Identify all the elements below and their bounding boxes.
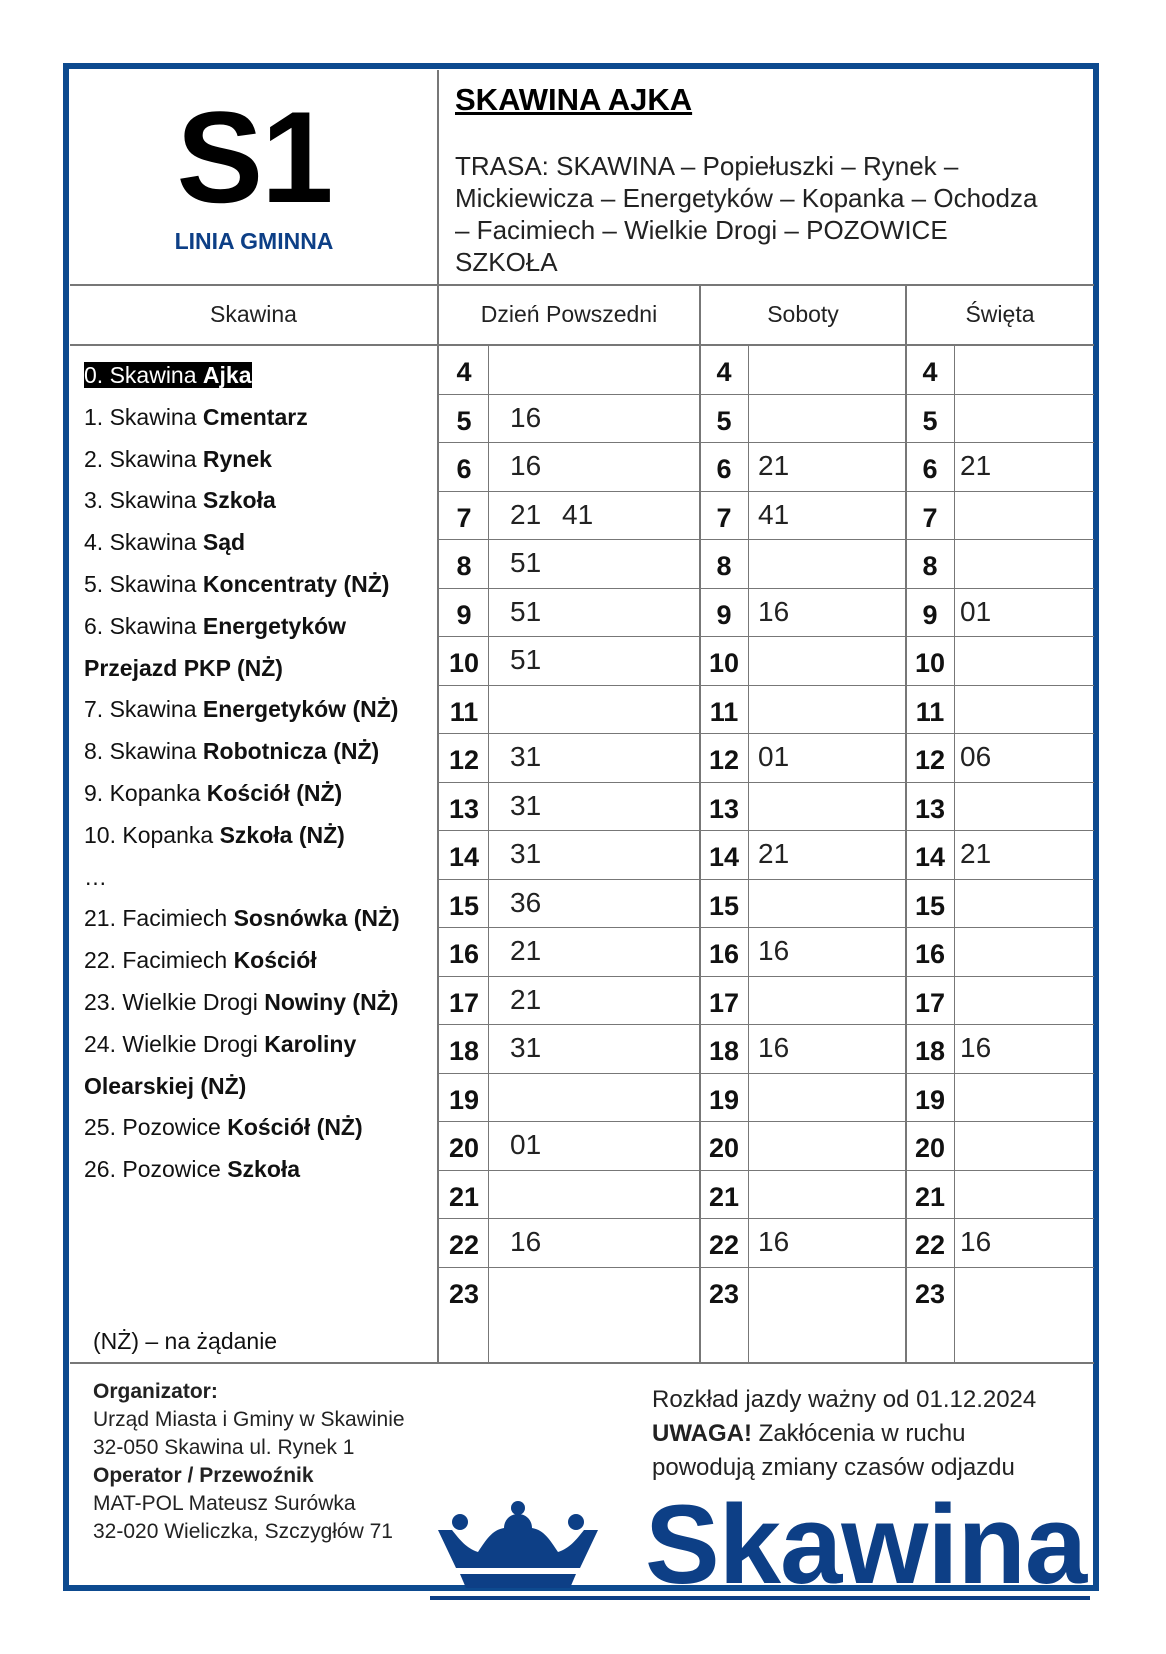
hour-cell: 13 [448, 793, 480, 824]
stop-list [84, 355, 434, 1191]
hour-cell: 12 [448, 745, 480, 775]
minute-cell: 16 [758, 1226, 790, 1257]
divider [954, 344, 955, 1362]
minute-cell: 16 [758, 595, 790, 627]
hour-cell: 17 [448, 987, 480, 1018]
hour-cell: 9 [716, 599, 732, 630]
minute-cell: 31 [510, 1032, 542, 1063]
hour-cell: 4 [716, 357, 732, 387]
divider [438, 733, 1094, 734]
stop-item: 0. Skawina Ajka [84, 362, 252, 388]
stop-item: … [84, 863, 107, 890]
hour-cell: 16 [914, 939, 946, 969]
minute-cell: 21 [758, 838, 790, 869]
minute-cell: 31 [510, 741, 542, 772]
stop-item: 26. Pozowice Szkoła [84, 1156, 301, 1183]
skawina-logo-text: Skawina [645, 1482, 1087, 1607]
organizer-line: 32-050 Skawina ul. Rynek 1 [93, 1436, 355, 1459]
hour-cell: 10 [708, 648, 740, 678]
hour-cell: 11 [449, 696, 479, 727]
divider [438, 782, 1094, 783]
hour-cell: 8 [456, 551, 472, 581]
hour-cell: 23 [708, 1278, 740, 1309]
hour-cell: 21 [914, 1181, 946, 1212]
stop-item: 4. Skawina Sąd [84, 529, 246, 556]
hour-cell: 12 [708, 745, 740, 775]
hour-cell: 5 [456, 405, 472, 436]
divider [438, 588, 1094, 589]
hour-cell: 14 [448, 842, 480, 872]
hour-cell: 4 [456, 357, 472, 387]
hour-cell: 20 [448, 1133, 480, 1163]
warning-text: Zakłócenia w ruchu [751, 1420, 966, 1447]
hour-cell: 23 [448, 1278, 480, 1309]
hour-cell: 19 [448, 1084, 480, 1115]
stop-item: 24. Wielkie Drogi Karoliny [84, 1030, 357, 1057]
divider [438, 1267, 1094, 1268]
divider [438, 539, 1094, 540]
stop-item: 5. Skawina Koncentraty (NŻ) [84, 570, 390, 597]
hour-cell: 20 [914, 1133, 946, 1163]
minute-cell: 41 [758, 498, 790, 530]
hour-cell: 16 [708, 939, 740, 969]
stop-item: 22. Facimiech Kościół [84, 947, 317, 974]
divider [437, 70, 439, 1362]
hour-cell: 15 [914, 890, 946, 921]
hour-cell: 18 [914, 1036, 946, 1066]
hour-cell: 17 [708, 987, 740, 1018]
hour-cell: 10 [448, 648, 480, 678]
line-header [70, 70, 438, 284]
minute-cell: 51 [510, 547, 542, 578]
minute-cell: 31 [510, 838, 542, 869]
hour-cell: 9 [456, 599, 472, 630]
minute-cell: 51 [510, 644, 542, 675]
hour-cell: 22 [448, 1230, 480, 1260]
hour-cell: 10 [914, 648, 946, 678]
column-header-holiday: Święta [965, 301, 1035, 327]
minute-cell: 16 [960, 1032, 992, 1063]
minute-cell: 16 [758, 1032, 790, 1063]
minute-cell: 51 [510, 595, 542, 627]
minute-cell: 21 [510, 983, 542, 1015]
stop-item: 1. Skawina Cmentarz [84, 403, 308, 430]
column-header-stops: Skawina [210, 301, 297, 327]
hour-cell: 19 [708, 1084, 740, 1115]
minute-cell: 06 [960, 741, 992, 772]
minute-cell: 16 [510, 1226, 542, 1257]
hour-cell: 7 [716, 502, 732, 533]
minute-cell: 21 [960, 838, 992, 869]
hour-cell: 7 [456, 502, 472, 533]
hour-cell: 14 [708, 842, 740, 872]
stop-item: 3. Skawina Szkoła [84, 487, 276, 514]
stop-item: 10. Kopanka Szkoła (NŻ) [84, 821, 345, 848]
footer-contacts [93, 1378, 405, 1546]
hour-cell: 22 [708, 1230, 740, 1260]
hour-cell: 8 [922, 551, 938, 581]
minute-cell: 16 [510, 450, 542, 481]
stop-item: 2. Skawina Rynek [84, 445, 272, 472]
operator-line: MAT-POL Mateusz Surówka [93, 1492, 356, 1515]
minute-cell: 16 [960, 1226, 992, 1257]
hour-cell: 18 [708, 1036, 740, 1066]
minute-cell: 41 [562, 498, 594, 530]
hour-cell: 12 [914, 745, 946, 775]
divider [438, 1073, 1094, 1074]
column-header-saturday: Soboty [767, 301, 839, 327]
hour-cell: 5 [922, 405, 938, 436]
organizer-line: Urząd Miasta i Gminy w Skawinie [93, 1408, 405, 1431]
hour-cell: 4 [922, 357, 938, 387]
divider [438, 830, 1094, 831]
minute-cell: 36 [510, 886, 542, 918]
stop-item: 23. Wielkie Drogi Nowiny (NŻ) [84, 988, 399, 1015]
stop-item: 8. Skawina Robotnicza (NŻ) [84, 738, 380, 765]
stop-item: 6. Skawina Energetyków [84, 612, 347, 639]
minute-cell: 21 [510, 498, 542, 530]
divider [438, 1170, 1094, 1171]
divider [438, 976, 1094, 977]
valid-from: Rozkład jazdy ważny od 01.12.2024 [652, 1386, 1037, 1413]
operator-line: 32-020 Wieliczka, Szczygłów 71 [93, 1520, 393, 1543]
hour-cell: 8 [716, 551, 732, 581]
divider [438, 685, 1094, 686]
operator-label: Operator / Przewoźnik [93, 1464, 314, 1487]
hour-cell: 18 [448, 1036, 480, 1066]
hour-cell: 6 [456, 454, 472, 484]
route-description: TRASA: SKAWINA – Popiełuszki – Rynek – Mickiewicza – Energetyków – Kopanka – Ochodza – Facimiech – Wielkie Drogi – POZOWICE SZKOŁA [455, 151, 1038, 277]
minute-cell: 21 [758, 450, 790, 481]
hour-cell: 15 [448, 890, 480, 921]
organizer-label: Organizator: [93, 1380, 218, 1403]
stop-item: 21. Facimiech Sosnówka (NŻ) [84, 905, 400, 932]
divider [70, 1362, 1094, 1364]
line-type: LINIA GMINNA [174, 228, 334, 254]
hour-cell: 21 [708, 1181, 740, 1212]
hour-cell: 13 [708, 793, 740, 824]
hour-cell: 22 [914, 1230, 946, 1260]
minute-cell: 21 [510, 935, 542, 966]
hour-cell: 16 [448, 939, 480, 969]
hour-cell: 5 [716, 405, 732, 436]
minute-cell: 01 [758, 741, 790, 772]
hour-cell: 6 [716, 454, 732, 484]
hour-cell: 9 [922, 599, 938, 630]
hour-cell: 19 [914, 1084, 946, 1115]
divider [438, 394, 1094, 395]
divider [438, 927, 1094, 928]
hour-cell: 21 [448, 1181, 480, 1212]
hour-cell: 23 [914, 1278, 946, 1309]
divider [438, 636, 1094, 637]
stop-item: 25. Pozowice Kościół (NŻ) [84, 1114, 363, 1141]
minute-cell: 16 [510, 401, 542, 433]
minute-cell: 31 [510, 789, 542, 821]
divider [748, 344, 749, 1362]
stop-item: 9. Kopanka Kościół (NŻ) [84, 779, 343, 806]
on-request-note: (NŻ) – na żądanie [93, 1328, 278, 1354]
hour-cell: 13 [914, 793, 946, 824]
hour-cell: 15 [708, 890, 740, 921]
hour-cell: 11 [915, 696, 945, 727]
warning-text: powodują zmiany czasów odjazdu [652, 1454, 1015, 1481]
divider [438, 1024, 1094, 1025]
validity-info [652, 1383, 1036, 1485]
minute-cell: 21 [960, 450, 992, 481]
minute-cell: 01 [960, 595, 992, 627]
divider [438, 1121, 1094, 1122]
stop-item: Przejazd PKP (NŻ) [84, 654, 283, 681]
hour-cell: 11 [709, 696, 739, 727]
hour-cell: 7 [922, 502, 938, 533]
column-header-weekday: Dzień Powszedni [480, 301, 658, 327]
divider [438, 879, 1094, 880]
hour-cell: 20 [708, 1133, 740, 1163]
hour-cell: 6 [922, 454, 938, 484]
divider [438, 491, 1094, 492]
stop-item: Olearskiej (NŻ) [84, 1072, 247, 1099]
divider [488, 344, 489, 1362]
route-title: SKAWINA AJKA [455, 82, 693, 117]
hour-cell: 14 [914, 842, 946, 872]
divider [438, 1218, 1094, 1219]
divider [438, 442, 1094, 443]
stop-item: 7. Skawina Energetyków (NŻ) [84, 696, 399, 723]
warning-label: UWAGA! [652, 1420, 752, 1447]
hour-cell: 17 [914, 987, 946, 1018]
line-number: S1 [176, 84, 332, 230]
divider [70, 344, 1094, 346]
minute-cell: 16 [758, 935, 790, 966]
minute-cell: 01 [510, 1129, 542, 1160]
